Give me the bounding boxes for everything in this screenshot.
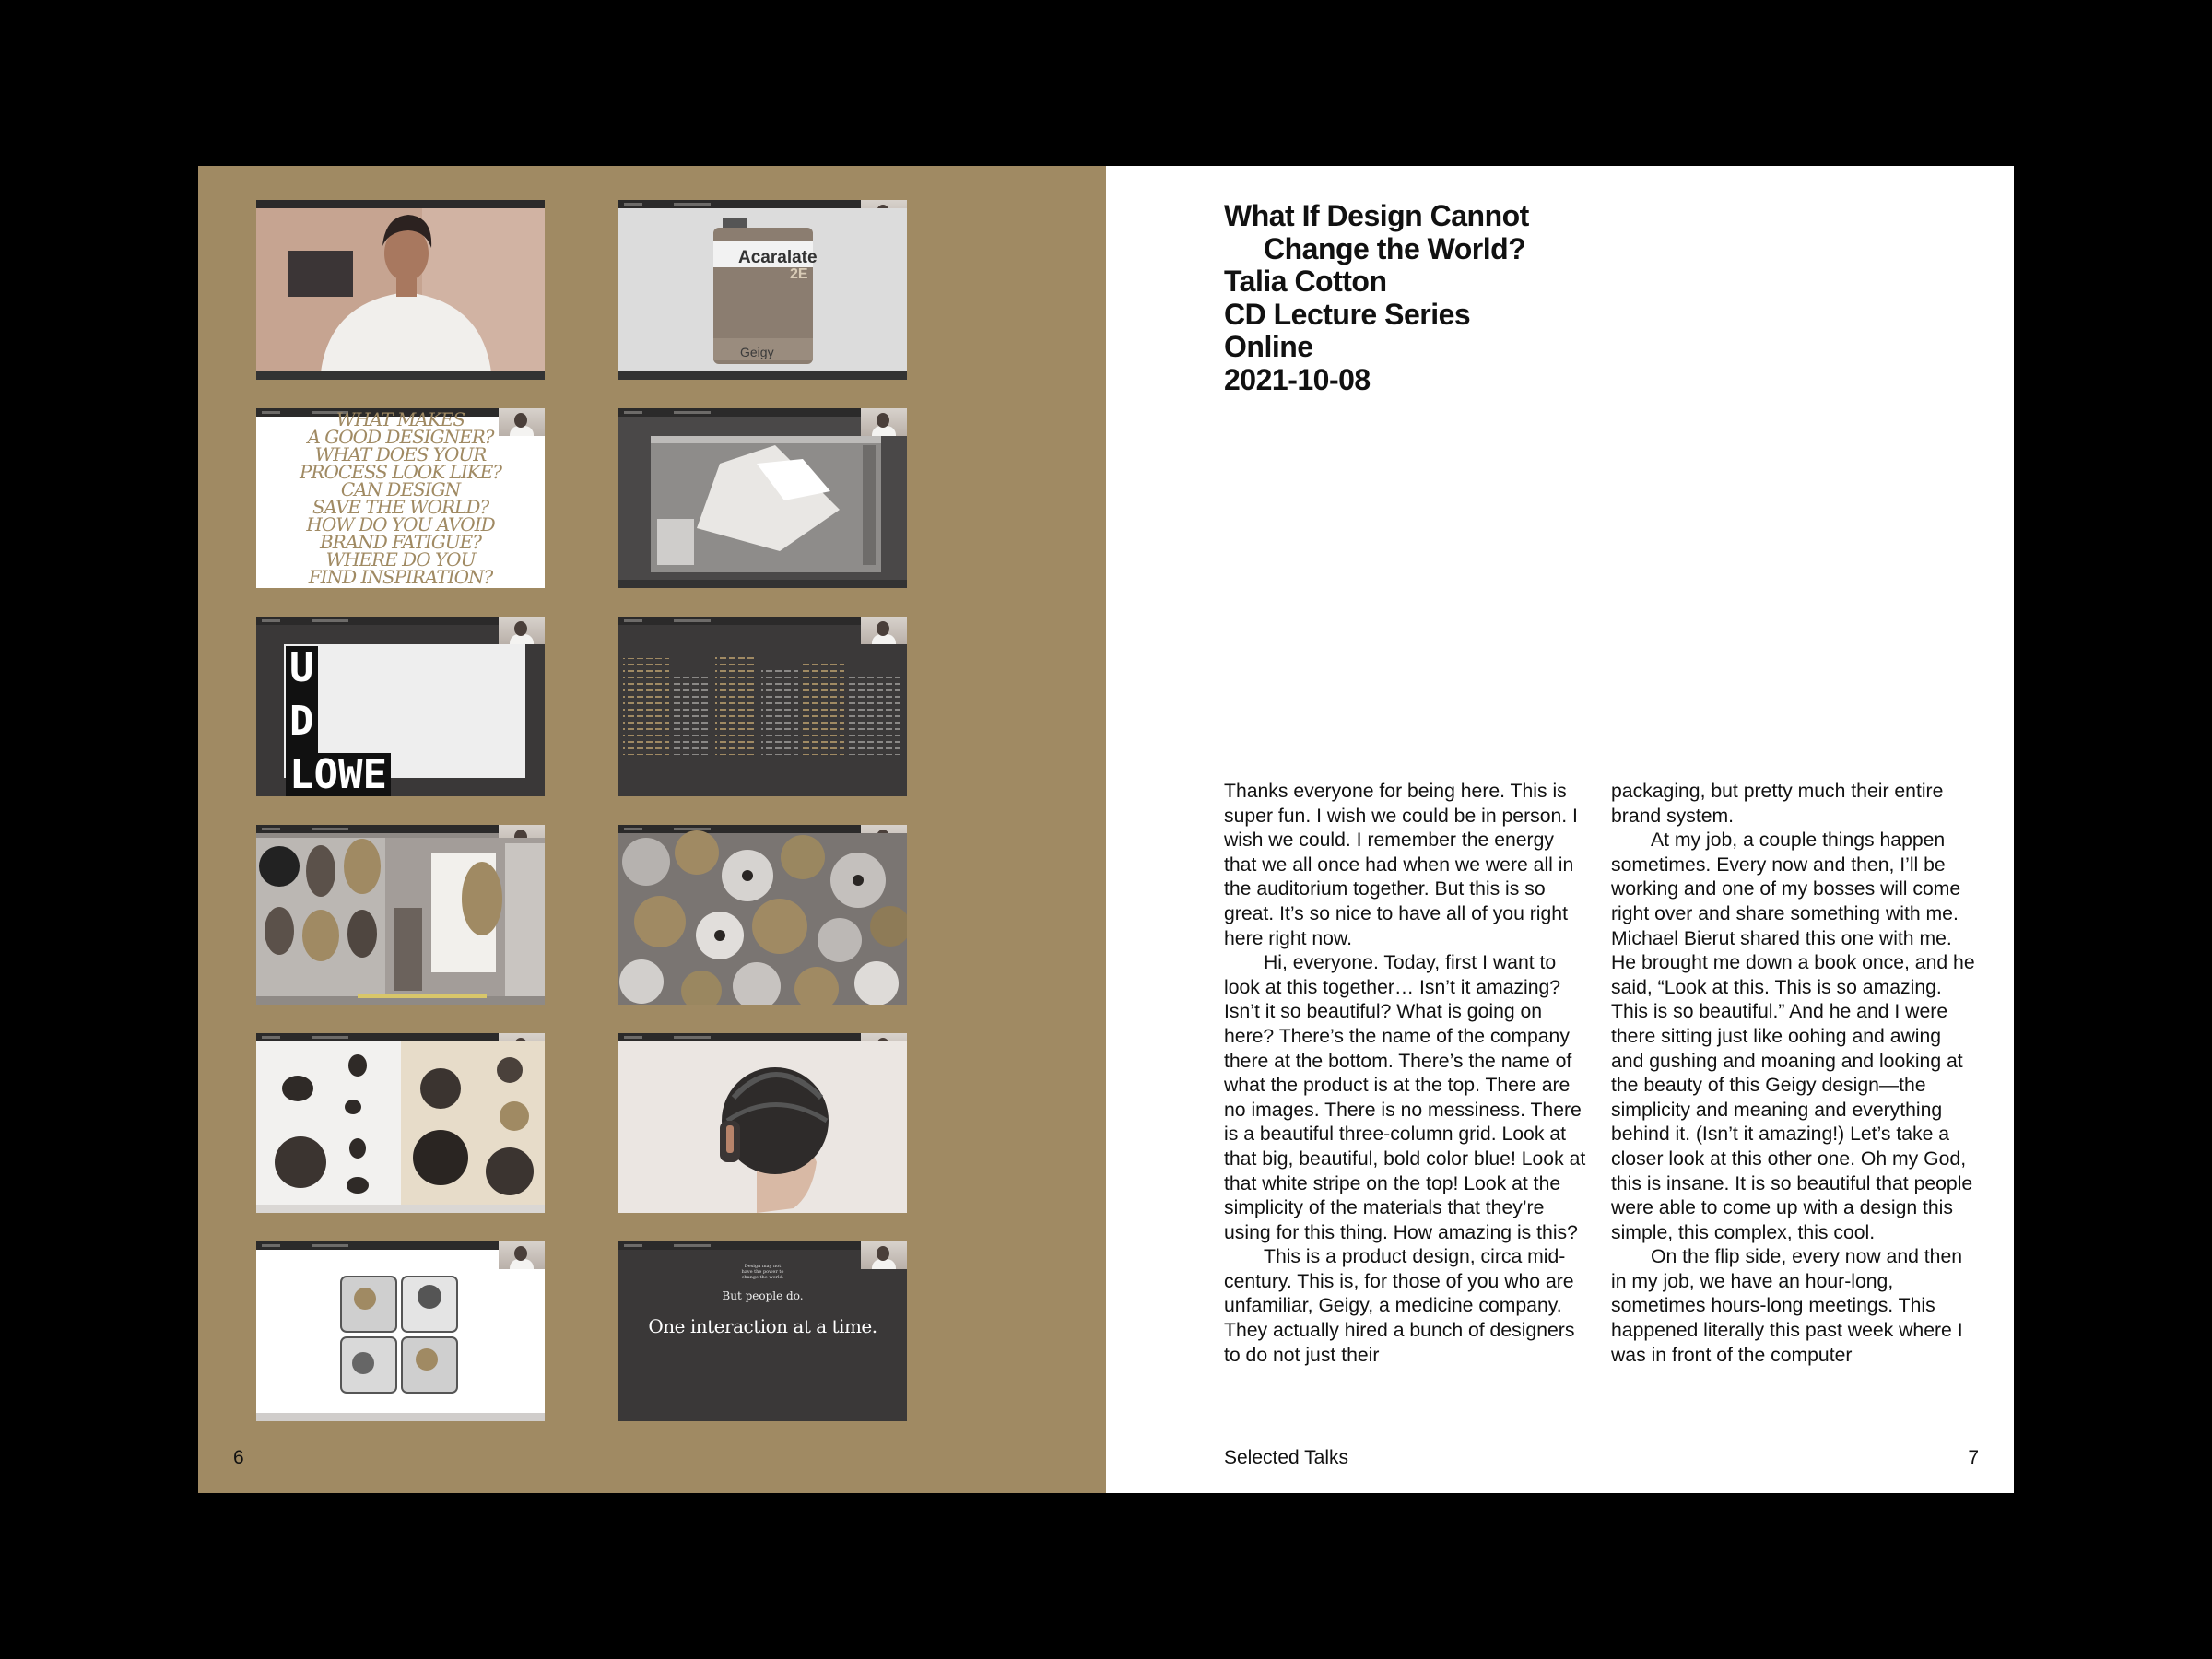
talk-location: Online [1224,330,1313,363]
paragraph: Hi, everyone. Today, first I want to look at this together… Isn’t it amazing? Isn’t it so beautiful? What is going on here? There’s the name of the company there at the bottom. There’s the name of what the product is at the top. There are no images. There is no messiness. There is a beautiful three-column grid. Look at that big, beautiful, bold color blue! Look at that white stripe on the top! Look at the simplicity of the materials that they’re using for this thing. How amazing is this? [1224,952,1586,1243]
book-spread [198,166,2014,1493]
closing-small-text [618,1264,907,1280]
lecture-series: CD Lecture Series [1224,297,1471,331]
title-line-1: What If Design Cannot [1224,199,1529,232]
screenshot-closing-slide [618,1241,907,1421]
screenshot-speaker-video [256,200,545,380]
question-line: FIND INSPIRATION? [308,566,493,588]
letter-d: D [289,698,314,745]
closing-small-line: have the power to [741,1269,784,1275]
text-column-1 [1224,780,1590,1368]
left-page-number: 6 [233,1447,244,1468]
screenshot-3d-software [618,408,907,588]
talk-date: 2021-10-08 [1224,362,1371,396]
pansy-pattern [618,825,907,1005]
right-page [1106,166,2014,1493]
window-footer [618,580,907,588]
paragraph: This is a product design, circa mid-century. This is, for those of you who are unfamiliar, Geigy, a medicine company. They actually hired a bunch of designers to do not just their [1224,1246,1575,1366]
question-line: BRAND FATIGUE? [320,531,481,553]
closing-small-line: change the world. [741,1275,784,1280]
paragraph: Thanks everyone for being here. This is super fun. I wish we could be in person. I wish we could. I remember the energy that we all once had when we were all in the auditorium together. But this is so great. It’s so nice to have all of you right here right now. [1224,781,1578,949]
window-footer [256,371,545,380]
can-suffix-label: 2E [790,266,808,282]
can-brand-label: Acaralate [738,248,818,267]
comic-panels [256,1241,545,1421]
closing-small-line: Design may not [744,1264,782,1269]
screenshot-comic-grid [256,1241,545,1421]
window-footer [618,371,907,380]
screenshot-eeg-cap [618,1033,907,1213]
closing-line: But people do. [722,1289,804,1302]
paragraph: At my job, a couple things happen sometimes. Every now and then, I’ll be working and one of my bosses will come right over and share something with me. Michael Bierut shared this one with me. He brought me down a book once, and he said, “Look at this. This is so amazing. This is so beautiful.” And he and I were there sitting just like oohing and awing and gushing and moaning and looking at the beauty of this Geigy design—the simplicity and meaning and everything behind it. (Isn’t it amazing!) Let’s take a closer look at this other one. Oh my God, this is insane. It is so beautiful that people were able to come up with a design this simple, this complex, this cool. [1611,830,1975,1243]
questions-text [256,408,545,588]
eeg-cap-photo [618,1033,907,1213]
title-line-2: Change the World? [1264,231,1526,265]
screenshot-flower-shapes [256,1033,545,1213]
running-footer: Selected Talks [1224,1447,1349,1468]
screenshot-letters-slide [256,617,545,796]
screenshot-pattern-slide [618,617,907,796]
speaker-name: Talia Cotton [1224,265,1387,298]
closing-headline: One interaction at a time. [648,1315,877,1337]
question-line: WHAT DOES YOUR [314,443,487,465]
screenshot-pansies [618,825,907,1005]
participant-thumbnail [499,617,545,644]
question-line: SAVE THE WORLD? [312,496,489,518]
question-line: CAN DESIGN [340,478,461,500]
window-footer [256,1413,545,1421]
screenshot-questions-slide [256,408,545,588]
screenshot-acaralate-can [618,200,907,380]
right-page-number: 7 [1968,1447,1979,1468]
letters-lowe: LOWE [289,751,387,796]
letter-u: U [289,644,314,691]
text-column-2 [1611,780,1977,1368]
software-window [618,408,907,588]
question-line: WHAT MAKES [335,408,465,430]
screenshot-mascot-posters [256,825,545,1005]
flower-shapes [256,1033,545,1213]
letters-stack [286,646,391,796]
question-line: HOW DO YOU AVOID [306,513,495,535]
question-line: PROCESS LOOK LIKE? [299,461,502,483]
dash-pattern [618,617,907,796]
window-footer [256,1205,545,1213]
left-page [198,166,1106,1493]
talk-title-block [1224,200,1529,396]
paragraph: On the flip side, every now and then in my job, we have an hour-long, sometimes hours-long meetings. This happened literally this past week where I was in front of the computer [1611,1246,1963,1366]
paragraph: packaging, but pretty much their entire brand system. [1611,781,1944,827]
speaker-portrait [256,200,545,380]
can-maker-label: Geigy [740,345,774,359]
question-line: WHERE DO YOU [325,548,476,571]
poster-collage [256,825,545,1005]
question-line: A GOOD DESIGNER? [307,426,494,448]
